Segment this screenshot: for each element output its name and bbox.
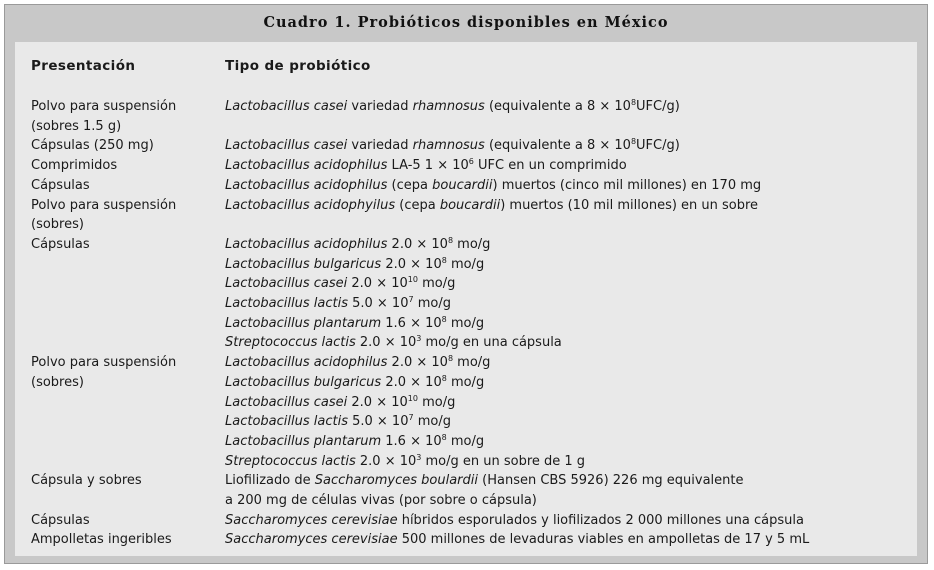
description-text: a 200 mg de células vivas (por sobre o cápsula) (225, 493, 537, 509)
tipo-line (225, 274, 917, 294)
tipo-line (225, 393, 917, 413)
description-text: 2.0 × 10 (347, 394, 408, 410)
table-row (15, 136, 917, 156)
exponent: 8 (630, 98, 637, 107)
tipo-line (225, 255, 917, 275)
presentacion-cell: Polvo para suspensión (sobres) (31, 197, 177, 233)
presentacion-cell: Cápsula y sobres (31, 473, 142, 489)
presentacion-cell: Cápsulas (31, 177, 90, 193)
table-row (15, 156, 917, 176)
tipo-line (225, 432, 917, 452)
tipo-line (225, 235, 917, 255)
description-text: mo/g (446, 433, 485, 449)
description-text: mo/g (453, 236, 491, 252)
species-name: Lactobacillus acidophilus (225, 177, 388, 193)
description-text: 1.6 × 10 (381, 433, 442, 449)
tipo-cell (225, 353, 917, 471)
species-name: Streptococcus lactis (225, 335, 356, 351)
description-text: mo/g (413, 296, 451, 312)
presentacion-cell: Polvo para suspensión (sobres) (31, 355, 177, 390)
description-text: mo/g (446, 374, 485, 390)
table-row (15, 530, 917, 550)
table-row (15, 97, 917, 136)
species-name: Lactobacillus lactis (225, 414, 348, 430)
description-text: híbridos esporulados y liofilizados 2 000 millones una cápsula (397, 512, 804, 528)
tipo-line (225, 136, 917, 156)
description-text: (equivalente a 8 × 10 (484, 138, 631, 154)
species-name: Lactobacillus casei (225, 276, 348, 292)
presentacion-cell: Comprimidos (31, 158, 118, 174)
species-name: Lactobacillus acidophyilus (225, 197, 396, 213)
table-row (15, 353, 917, 471)
tipo-line (225, 196, 917, 216)
table-frame (4, 4, 928, 564)
tipo-cell (225, 97, 917, 136)
exponent: 8 (630, 137, 637, 147)
description-text: UFC/g) (636, 99, 680, 114)
exponent: 8 (447, 354, 454, 364)
tipo-cell (225, 196, 917, 235)
description-text: (Hansen CBS 5926) 226 mg equivalente (478, 473, 744, 489)
description-text: 5.0 × 10 (347, 414, 409, 430)
table-row (15, 235, 917, 353)
exponent: 7 (408, 413, 414, 423)
species-name: boucardii (439, 197, 501, 213)
exponent: 6 (468, 157, 474, 167)
exponent: 8 (441, 314, 447, 324)
species-name: Lactobacillus acidophilus (225, 355, 388, 371)
tipo-line (225, 511, 917, 531)
presentacion-cell: Cápsulas (250 mg) (31, 138, 154, 154)
exponent: 3 (416, 452, 422, 462)
species-name: rhamnosus (412, 99, 485, 114)
species-name: Lactobacillus plantarum (225, 433, 382, 449)
species-name: Lactobacillus bulgaricus (225, 256, 382, 272)
species-name: Lactobacillus casei (225, 138, 348, 154)
tipo-line (225, 333, 917, 353)
exponent: 8 (441, 432, 447, 442)
header-presentacion: Presentación (31, 58, 136, 74)
presentacion-cell: Polvo para suspensión (sobres 1.5 g) (31, 99, 177, 134)
tipo-line (225, 97, 917, 117)
species-name: Lactobacillus bulgaricus (225, 374, 382, 390)
description-text: 2.0 × 10 (381, 256, 442, 272)
species-name: Lactobacillus plantarum (225, 315, 382, 331)
table-row (15, 176, 917, 196)
tipo-cell (225, 530, 917, 550)
tipo-line (225, 530, 917, 550)
species-name: Lactobacillus casei (225, 99, 348, 114)
species-name: rhamnosus (412, 138, 485, 154)
species-name: Lactobacillus lactis (225, 296, 348, 312)
description-text: mo/g (417, 394, 456, 410)
tipo-line (225, 373, 917, 393)
tipo-line (225, 176, 917, 196)
table-body (15, 97, 917, 550)
description-text: Liofilizado de (225, 473, 315, 489)
presentacion-cell: Cápsulas (31, 236, 90, 252)
tipo-line (225, 452, 917, 472)
tipo-line (225, 471, 917, 491)
tipo-line (225, 156, 917, 176)
description-text: mo/g (453, 355, 491, 371)
tipo-cell (225, 176, 917, 196)
description-text: ) muertos (cinco mil millones) en 170 mg (492, 177, 762, 193)
tipo-cell (225, 235, 917, 353)
description-text: 500 millones de levaduras viables en ampolletas de 17 y 5 mL (397, 532, 810, 548)
header-tipo: Tipo de probiótico (225, 58, 371, 74)
description-text: UFC en un comprimido (473, 158, 627, 174)
presentacion-cell: Ampolletas ingeribles (31, 532, 172, 548)
description-text: 5.0 × 10 (347, 296, 409, 312)
table-title: Cuadro 1. Probióticos disponibles en México (263, 14, 669, 31)
description-text: UFC/g) (636, 138, 680, 154)
description-text: mo/g (446, 315, 485, 331)
presentacion-cell: Cápsulas (31, 512, 90, 528)
tipo-line (225, 491, 917, 511)
description-text: mo/g (417, 276, 456, 292)
description-text: (cepa (395, 197, 440, 213)
description-text: (equivalente a 8 × 10 (484, 99, 631, 114)
species-name: Lactobacillus acidophilus (225, 236, 388, 252)
description-text: 2.0 × 10 (355, 335, 417, 351)
table-row (15, 511, 917, 531)
exponent: 10 (407, 393, 418, 403)
tipo-cell (225, 156, 917, 176)
description-text: mo/g en una cápsula (421, 335, 562, 351)
species-name: Lactobacillus acidophilus (225, 158, 388, 174)
description-text: ) muertos (10 mil millones) en un sobre (500, 197, 759, 213)
exponent: 3 (416, 334, 422, 344)
table-row (15, 196, 917, 235)
species-name: Lactobacillus casei (225, 394, 348, 410)
exponent: 7 (408, 295, 414, 305)
description-text: 2.0 × 10 (381, 374, 442, 390)
exponent: 8 (441, 373, 447, 383)
species-name: Saccharomyces cerevisiae (225, 512, 398, 528)
table-row (15, 471, 917, 510)
description-text: 2.0 × 10 (355, 453, 417, 469)
tipo-cell (225, 471, 917, 510)
description-text: 1.6 × 10 (381, 315, 442, 331)
description-text: variedad (347, 99, 413, 114)
description-text: (cepa (387, 177, 433, 193)
description-text: 2.0 × 10 (387, 355, 448, 371)
tipo-line (225, 314, 917, 334)
tipo-line (225, 412, 917, 432)
description-text: variedad (347, 138, 413, 154)
species-name: boucardii (432, 177, 493, 193)
description-text: mo/g (413, 414, 451, 430)
tipo-cell (225, 136, 917, 156)
description-text: mo/g en un sobre de 1 g (421, 453, 586, 469)
description-text: mo/g (446, 256, 485, 272)
description-text: 2.0 × 10 (387, 236, 448, 252)
exponent: 8 (447, 235, 454, 245)
table-panel (15, 42, 917, 556)
tipo-line (225, 353, 917, 373)
species-name: Saccharomyces cerevisiae (225, 532, 398, 548)
exponent: 8 (441, 255, 447, 265)
exponent: 10 (407, 275, 418, 285)
species-name: Saccharomyces boulardii (314, 473, 479, 489)
species-name: Streptococcus lactis (225, 453, 356, 469)
tipo-cell (225, 511, 917, 531)
tipo-line (225, 294, 917, 314)
description-text: 2.0 × 10 (347, 276, 408, 292)
description-text: LA-5 1 × 10 (387, 158, 469, 174)
